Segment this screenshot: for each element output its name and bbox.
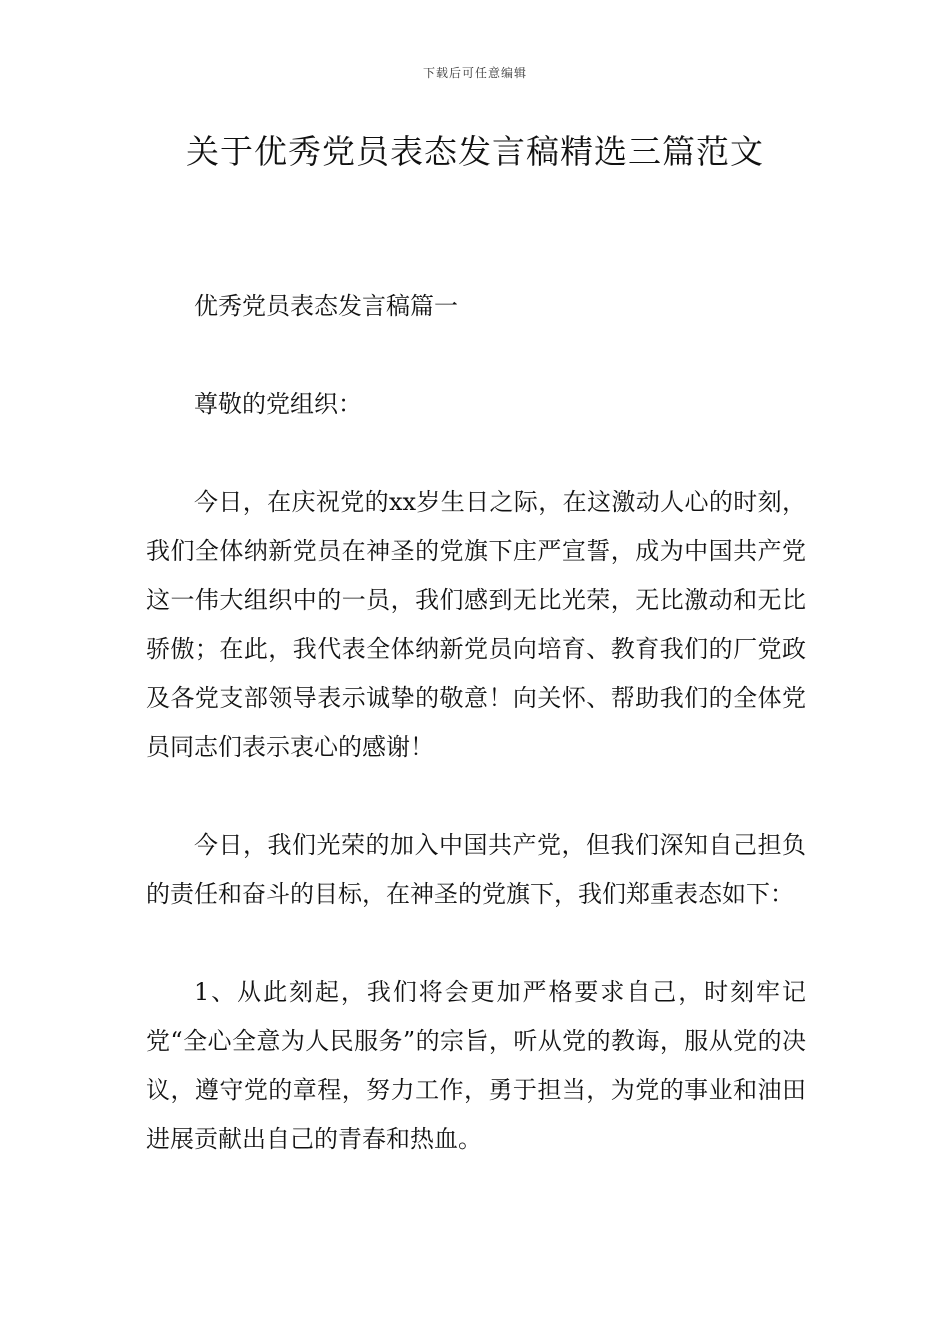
body-paragraph-1: 今日，在庆祝党的xx岁生日之际，在这激动人心的时刻，我们全体纳新党员在神圣的党旗下庄严宣誓，成为中国共产党这一伟大组织中的一员，我们感到无比光荣，无比激动和无比骄傲；在此，我代表全体纳新党员向培育、教育我们的厂党政及各党支部领导表示诚挚的敬意！向关怀、帮助我们的全体党员同志们表示衷心的感谢！ bbox=[146, 488, 806, 761]
document-title: 关于优秀党员表态发言稿精选三篇范文 bbox=[186, 132, 764, 171]
body-paragraph-3: 1、从此刻起，我们将会更加严格要求自己，时刻牢记党“全心全意为人民服务”的宗旨，听从党的教诲，服从党的决议，遵守党的章程，努力工作，勇于担当，为党的事业和油田进展贡献出自己的青春和热血。 bbox=[146, 978, 806, 1153]
section-heading: 优秀党员表态发言稿篇一 bbox=[194, 292, 458, 320]
body-paragraph-2: 今日，我们光荣的加入中国共产党，但我们深知自己担负的责任和奋斗的目标，在神圣的党旗下，我们郑重表态如下： bbox=[146, 831, 806, 908]
document-body bbox=[146, 282, 806, 1164]
header-note: 下载后可任意编辑 bbox=[422, 66, 527, 80]
salutation: 尊敬的党组织： bbox=[194, 390, 362, 418]
